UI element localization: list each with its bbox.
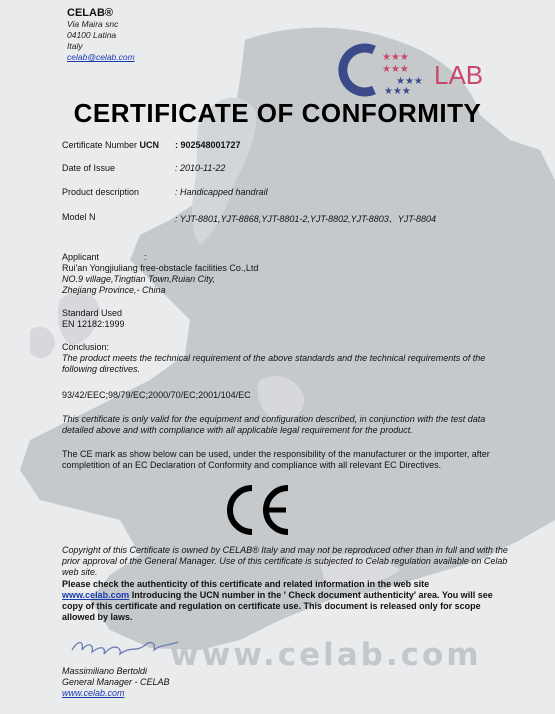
celab-website-link[interactable]: www.celab.com: [62, 590, 130, 600]
svg-text:★★★: ★★★: [396, 76, 423, 87]
standard-value: EN 12182:1999: [62, 319, 125, 329]
svg-text:★★★: ★★★: [382, 52, 409, 63]
cert-number-value: : 902548001727: [175, 140, 241, 150]
applicant-line: NO.9 village,Tingtian Town,Ruian City,: [62, 274, 215, 284]
issuer-email-link[interactable]: celab@celab.com: [67, 52, 135, 62]
standard-label: Standard Used: [62, 308, 123, 318]
conclusion-block: [62, 342, 512, 375]
issue-date-value: : 2010-11-22: [175, 163, 226, 173]
ce-mark-icon: [222, 484, 294, 536]
certificate-title: CERTIFICATE OF CONFORMITY: [73, 98, 482, 128]
issuer-name: CELAB®: [67, 7, 113, 19]
model-label: Model N: [62, 212, 96, 222]
applicant-colon: :: [144, 252, 147, 262]
product-label: Product description: [62, 187, 140, 197]
signatory-name: Massimiliano Bertoldi: [62, 666, 148, 676]
issuer-address-line: 04100 Latina: [67, 30, 117, 40]
signatory-role: General Manager - CELAB: [62, 677, 170, 687]
issuer-block: [67, 8, 135, 63]
authenticity-line1: Please check the authenticity of this certificate and related information in the web site: [62, 579, 430, 589]
signatory-block: [62, 666, 512, 699]
conclusion-label: Conclusion:: [62, 342, 110, 352]
issuer-address-line: Italy: [67, 41, 83, 51]
watermark-text: www.celab.com: [170, 637, 482, 673]
applicant-line: Rui'an Yongjiuliang free-obstacle facilities Co.,Ltd: [62, 263, 259, 273]
applicant-label: Applicant: [62, 252, 100, 262]
logo-text: LAB: [434, 60, 484, 90]
handwritten-signature: [70, 632, 180, 662]
ce-usage-statement: The CE mark as show below can be used, under the responsibility of the manufacturer or the importer, after completition of an EC Declaration of Conformity and compliance with all relevant EC Directives.: [62, 449, 490, 470]
ce-mark-text: CE: [222, 484, 224, 485]
conclusion-text: The product meets the technical requirement of the above standards and the technical requirements of the following directives.: [62, 353, 486, 374]
cert-number-label: Certificate Number UCN: [62, 140, 160, 150]
authenticity-line2: Introducing the UCN number in the ' Check document authenticity' area. You will see copy of this certificate and regulation on certificate use. This document is released only for scope allowed by laws.: [62, 590, 493, 622]
applicant-block: [62, 252, 512, 296]
validity-statement: This certificate is only valid for the equipment and configuration described, in conjunction with the test data detailed above and with compliance with all applicable legal requirement for the product.: [62, 414, 486, 435]
issuer-address-line: Via Maira snc: [67, 19, 119, 29]
applicant-line: Zhejiang Province,- China: [62, 285, 166, 295]
issue-date-label: Date of Issue: [62, 163, 116, 173]
svg-text:★★★: ★★★: [382, 64, 409, 75]
svg-text:★★★: ★★★: [384, 86, 411, 97]
standard-block: [62, 308, 512, 330]
celab-logo: [336, 40, 506, 100]
authenticity-block: [62, 579, 512, 623]
model-value: : YJT-8801,YJT-8868,YJT-8801-2,YJT-8802,YJT-8803、YJT-8804: [175, 214, 437, 224]
copyright-statement: Copyright of this Certificate is owned by CELAB® Italy and may not be reproduced other than in full and with the prior approval of the General Manager. Use of this certificate is subjected to Celab regulation available on Celab web site.: [62, 545, 508, 577]
product-value: : Handicapped handrail: [175, 187, 268, 197]
signatory-website-link[interactable]: www.celab.com: [62, 688, 125, 698]
directives-list: 93/42/EEC;98/79/EC;2000/70/EC;2001/104/EC: [62, 390, 251, 400]
